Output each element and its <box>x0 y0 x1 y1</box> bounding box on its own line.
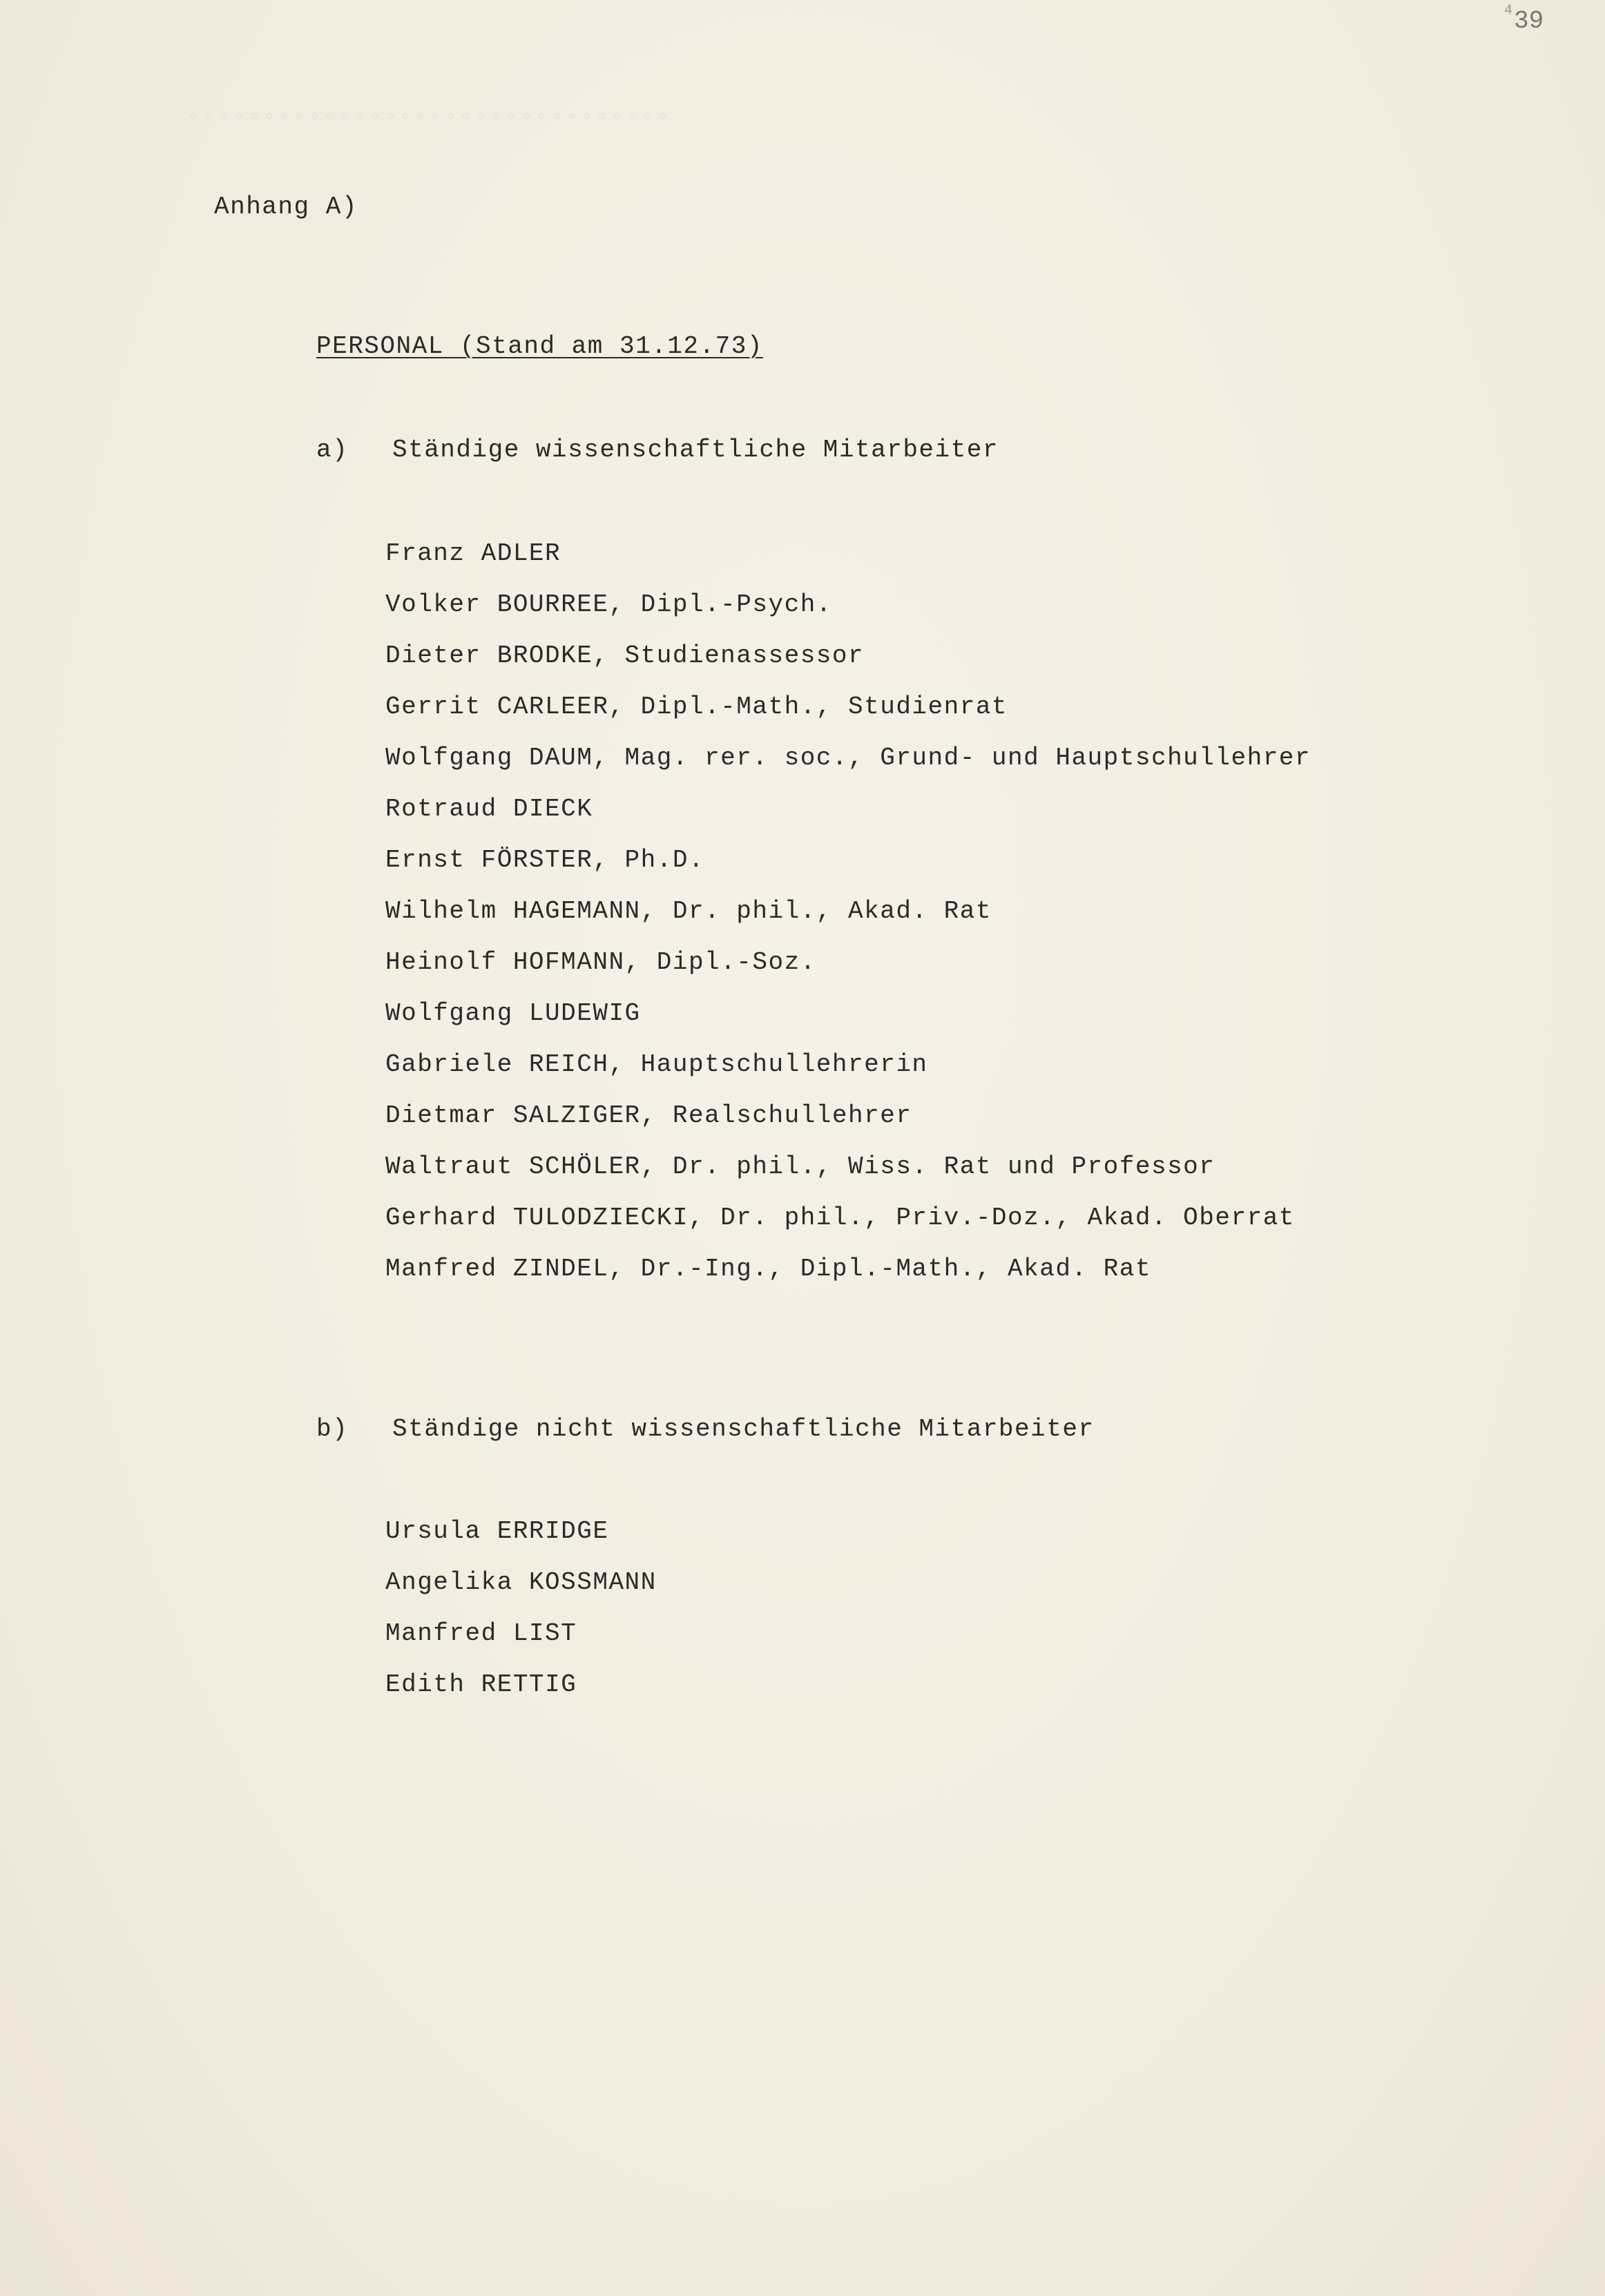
appendix-header: Anhang A) <box>214 193 358 221</box>
list-item: Manfred LIST <box>385 1619 577 1648</box>
list-item: Heinolf HOFMANN, Dipl.-Soz. <box>385 948 816 976</box>
group-a-label: a) <box>316 436 349 464</box>
list-item: Angelika KOSSMANN <box>385 1568 657 1596</box>
list-item: Wilhelm HAGEMANN, Dr. phil., Akad. Rat <box>385 897 992 925</box>
list-item: Waltraut SCHÖLER, Dr. phil., Wiss. Rat und Professor <box>385 1152 1215 1181</box>
list-item: Rotraud DIECK <box>385 795 593 823</box>
group-b-heading <box>316 1414 1095 1445</box>
list-item: Manfred ZINDEL, Dr.-Ing., Dipl.-Math., Akad. Rat <box>385 1255 1151 1283</box>
list-item: Gabriele REICH, Hauptschullehrerin <box>385 1050 928 1079</box>
section-title: PERSONAL (Stand am 31.12.73) <box>316 332 763 360</box>
list-item: Wolfgang DAUM, Mag. rer. soc., Grund- und Hauptschullehrer <box>385 744 1311 772</box>
group-b-title: Ständige nicht wissenschaftliche Mitarbeiter <box>392 1415 1095 1443</box>
list-item: Gerhard TULODZIECKI, Dr. phil., Priv.-Doz., Akad. Oberrat <box>385 1204 1295 1232</box>
list-item: Dietmar SALZIGER, Realschullehrer <box>385 1101 912 1130</box>
list-item: Ernst FÖRSTER, Ph.D. <box>385 846 705 874</box>
list-item: Gerrit CARLEER, Dipl.-Math., Studienrat <box>385 693 1008 721</box>
list-item: Wolfgang LUDEWIG <box>385 999 641 1028</box>
list-item: Volker BOURREE, Dipl.-Psych. <box>385 590 832 619</box>
list-item: Franz ADLER <box>385 539 561 568</box>
page-number: 39 <box>1514 7 1544 35</box>
group-a-heading <box>316 435 999 465</box>
document-page: ◦◦◦◦◦◦◦◦◦◦◦◦◦◦◦◦◦◦◦◦◦◦◦◦◦◦◦◦◦◦◦◦ 4 39 Anhang A) PERSONAL (Stand am 31.12.73) a) Ständige wissenschaftliche Mitarbeiter Franz ADLER Volker BOURREE, Dipl.-Psych. Dieter BRODKE, Studienassessor Gerrit CARLEER, Dipl.-Math., Studienrat Wolfgang DAUM, Mag. rer. soc., Grund- und Hauptschullehrer Rotraud DIECK Ernst FÖRSTER, Ph.D. Wilhelm HAGEMANN, Dr. phil., Akad. Rat Heinolf HOFMANN, Dipl.-Soz. Wolfgang LUDEWIG Gabriele REICH, Hauptschullehrerin Dietmar SALZIGER, Realschullehrer Waltraut SCHÖLER, Dr. phil., Wiss. Rat und Professor Gerhard TULODZIECKI, Dr. phil., Priv.-Doz., Akad. Oberrat Manfred ZINDEL, Dr.-Ing., Dipl.-Math., Akad. Rat b) Ständige nicht wissenschaftliche Mitarbeiter Ursula ERRIDGE Angelika KOSSMANN Manfred LIST Edith RETTIG <box>0 0 1605 2296</box>
list-item: Ursula ERRIDGE <box>385 1517 609 1545</box>
page-corner-mark: 4 <box>1504 3 1513 19</box>
group-a-title: Ständige wissenschaftliche Mitarbeiter <box>392 436 999 464</box>
group-b-label: b) <box>316 1415 349 1443</box>
list-item: Edith RETTIG <box>385 1670 577 1699</box>
list-item: Dieter BRODKE, Studienassessor <box>385 641 865 670</box>
